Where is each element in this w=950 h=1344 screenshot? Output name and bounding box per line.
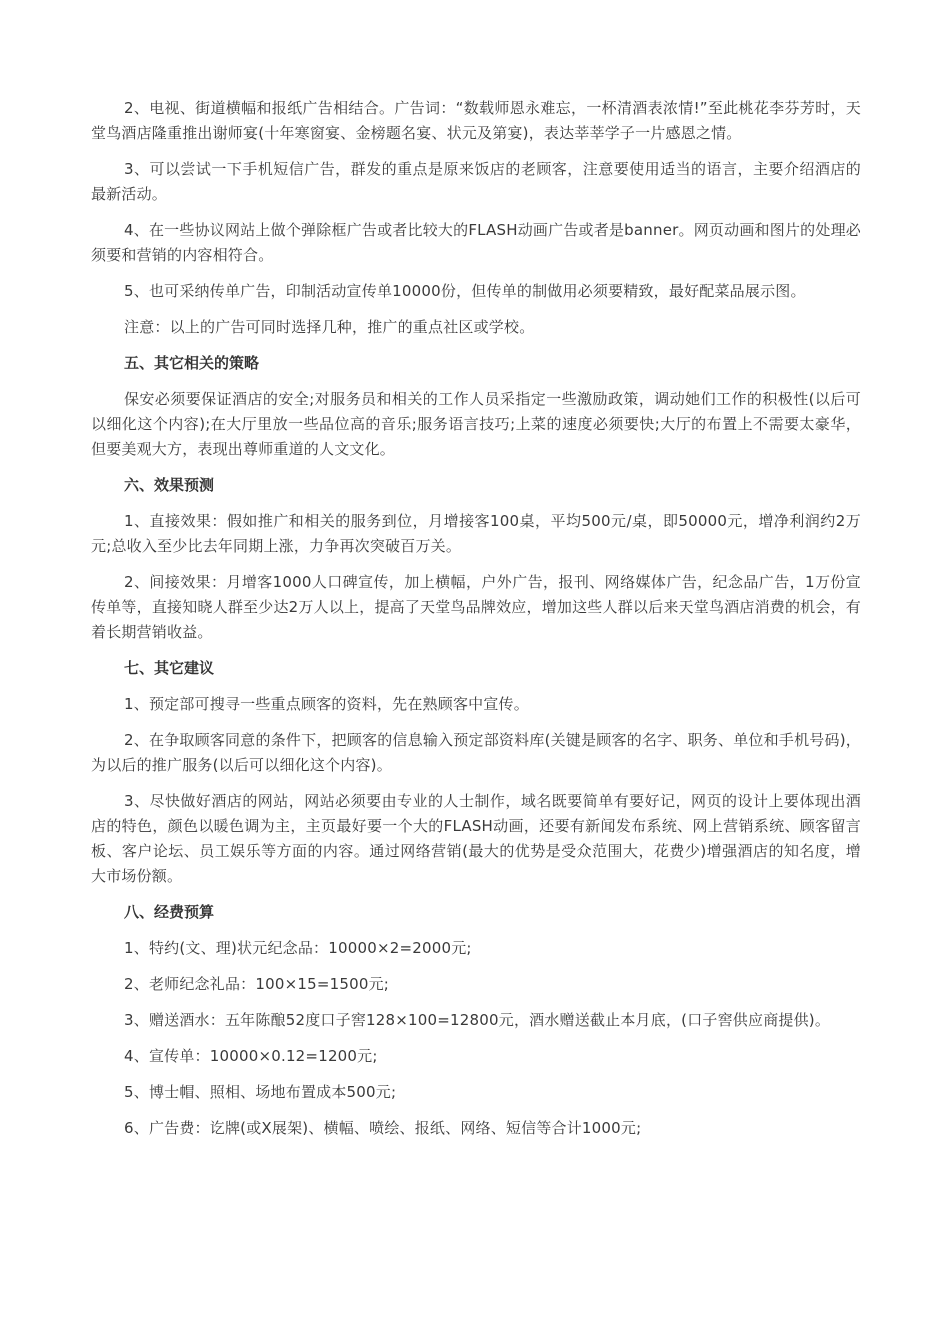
budget-item-2: 2、老师纪念礼品：100×15=1500元; [124,975,390,993]
budget-item-4: 4、宣传单：10000×0.12=1200元; [124,1047,378,1065]
paragraph-other-strategies: 保安必须要保证酒店的安全;对服务员和相关的工作人员采指定一些激励政策，调动她们工作的积极性(以后可以细化这个内容);在大厅里放一些品位高的音乐;服务语言技巧;上菜的速度必须要快;大厅的布置上不需要太豪华，但要美观大方，表现出尊师重道的人文文化。 [91,390,861,458]
paragraph-indirect-effect: 2、间接效果：月增客1000人口碑宣传，加上横幅，户外广告，报刊、网络媒体广告，纪念品广告，1万份宣传单等，直接知晓人群至少达2万人以上，提高了天堂鸟品牌效应，增加这些人群以后来天堂鸟酒店消费的机会，有着长期营销收益。 [91,573,861,641]
budget-item-5: 5、博士帽、照相、场地布置成本500元; [124,1083,397,1101]
paragraph-ads-note: 注意：以上的广告可同时选择几种，推广的重点社区或学校。 [124,318,535,336]
section-heading-other-strategies: 五、其它相关的策略 [124,354,260,372]
paragraph-flyer-ads: 5、也可采纳传单广告，印制活动宣传单10000份，但传单的制做用必须要精致，最好配菜品展示图。 [124,282,806,300]
section-heading-other-suggestions: 七、其它建议 [124,659,215,677]
section-heading-budget: 八、经费预算 [124,903,215,921]
paragraph-sms-ads: 3、可以尝试一下手机短信广告，群发的重点是原来饭店的老顾客，注意要使用适当的语言，主要介绍酒店的最新活动。 [91,160,861,203]
paragraph-web-flash-ads: 4、在一些协议网站上做个弹除框广告或者比较大的FLASH动画广告或者是banner。网页动画和图片的处理必须要和营销的内容相符合。 [91,221,861,264]
paragraph-direct-effect: 1、直接效果：假如推广和相关的服务到位，月增接客100桌，平均500元/桌，即50000元，增净利润约2万元;总收入至少比去年同期上涨，力争再次突破百万关。 [91,512,861,555]
paragraph-suggestion-3: 3、尽快做好酒店的网站，网站必须要由专业的人士制作，域名既要简单有要好记，网页的设计上要体现出酒店的特色，颜色以暖色调为主，主页最好要一个大的FLASH动画，还要有新闻发布系统、网上营销系统、顾客留言板、客户论坛、员工娱乐等方面的内容。通过网络营销(最大的优势是受众范围大，花费少)增强酒店的知名度，增大市场份额。 [91,792,861,885]
document-page [91,96,861,1152]
paragraph-suggestion-2: 2、在争取顾客同意的条件下，把顾客的信息输入预定部资料库(关键是顾客的名字、职务、单位和手机号码)，为以后的推广服务(以后可以细化这个内容)。 [91,731,861,774]
budget-item-3: 3、赠送酒水：五年陈酿52度口子窖128×100=12800元，酒水赠送截止本月底，(口子窖供应商提供)。 [124,1011,831,1029]
budget-item-1: 1、特约(文、理)状元纪念品：10000×2=2000元; [124,939,472,957]
section-heading-effect-forecast: 六、效果预测 [124,476,215,494]
paragraph-banner-newspaper-ads: 2、电视、街道横幅和报纸广告相结合。广告词：“数载师恩永难忘，一杯清酒表浓情!”至此桃花李芬芳时，天堂鸟酒店隆重推出谢师宴(十年寒窗宴、金榜题名宴、状元及第宴)，表达莘莘学子一片感恩之情。 [91,99,861,142]
paragraph-suggestion-1: 1、预定部可搜寻一些重点顾客的资料，先在熟顾客中宣传。 [124,695,529,713]
budget-item-6: 6、广告费：讫牌(或X展架)、横幅、喷绘、报纸、网络、短信等合计1000元; [124,1119,642,1137]
